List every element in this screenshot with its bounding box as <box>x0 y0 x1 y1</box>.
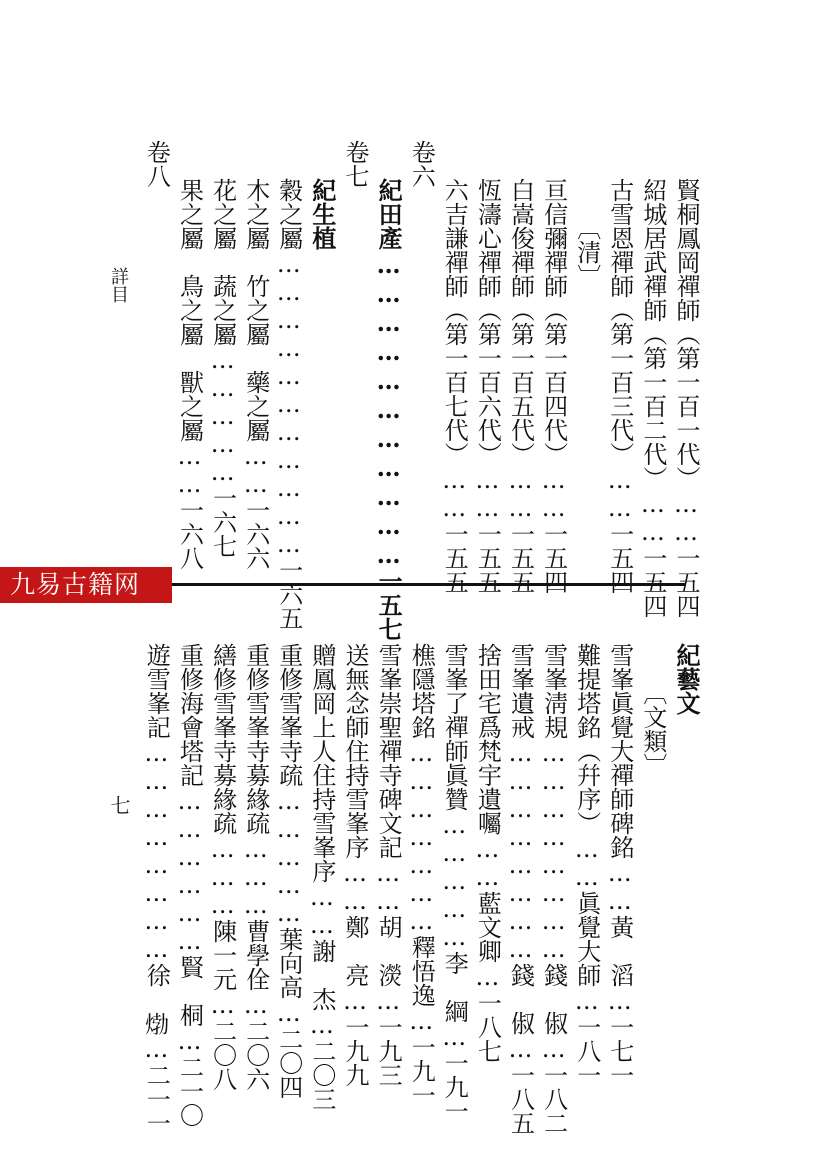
running-head: 詳目 <box>108 267 129 303</box>
toc-upper-entry: 古雪恩禪師（第一百三代）……一五四 <box>605 178 634 594</box>
watermark-banner: 九易古籍网 <box>0 567 172 603</box>
toc-lower-entry: 難提塔銘（幷序）……眞覺大師…一八一 <box>572 643 601 1087</box>
toc-upper-entry: 卷七 <box>341 140 369 188</box>
toc-lower-entry: 雪峯眞覺大禪師碑銘……黃 滔…一七一 <box>605 643 634 1087</box>
toc-upper-entry: 卷六 <box>407 140 436 188</box>
toc-lower-entry: 雪峯遺戒……………………錢 俶…一八五 <box>506 643 535 1135</box>
toc-lower-entry: 繕修雪峯寺募緣疏………陳一元…二〇八 <box>208 643 237 1091</box>
toc-lower-entry: 遊雪峯記……………………徐 𤊹…二一一 <box>142 643 171 1135</box>
toc-upper-entry: 木之屬 竹之屬 藥之屬……一六六 <box>241 178 270 570</box>
toc-upper-entry: 賢桐鳳岡禪師（第一百一代）……一五四 <box>672 178 700 618</box>
toc-upper-entry: 卷八 <box>142 140 171 188</box>
toc-upper-entry: 花之屬 蔬之屬……………一六七 <box>208 178 237 558</box>
toc-upper-entry: 紀田產……………………………一五七 <box>374 178 404 641</box>
toc-lower-entry: 雪峯了禪師眞贊……………李 綱…一九一 <box>440 643 469 1123</box>
page-number: 七 <box>107 795 131 815</box>
toc-lower-entry: 雪峯崇聖禪寺碑文記……胡 濙…一九三 <box>374 643 403 1087</box>
toc-lower-entry: 重修海會塔記………………賢 桐…二一〇 <box>175 643 204 1127</box>
toc-upper-entry: 亘信彌禪師（第一百四代）……一五四 <box>539 178 568 594</box>
toc-lower-entry: 樵隱塔銘…………………釋悟逸…一九一 <box>407 643 436 1107</box>
toc-upper-entry: 白嵩俊禪師（第一百五代）……一五五 <box>506 178 535 594</box>
toc-lower-entry: 捨田宅爲梵宇遺囑……藍文卿…一八七 <box>473 643 502 1063</box>
toc-upper-entry: 恆濤心禪師（第一百六代）……一五五 <box>473 178 502 594</box>
toc-upper-entry: 穀之屬……………………………一六五 <box>274 178 303 630</box>
toc-lower-entry: 重修雪峯寺疏……………葉向高…二〇四 <box>274 643 303 1099</box>
toc-lower-entry: 紀藝文 <box>672 643 701 715</box>
toc-lower-entry: 雪峯淸規……………………錢 俶…一八二 <box>539 643 568 1135</box>
toc-upper-entry: 〔清〕 <box>572 216 601 288</box>
toc-lower-entry: 送無念師住持雪峯序……鄭 亮…一九九 <box>341 643 369 1087</box>
toc-lower-entry: 〔文類〕 <box>638 681 667 777</box>
toc-upper-entry: 紀生植 <box>307 178 337 250</box>
toc-upper-entry: 果之屬 鳥之屬 獸之屬……一六八 <box>175 178 204 570</box>
toc-lower-entry: 贈鳳岡上人住持雪峯序……謝 杰…二〇三 <box>307 643 336 1111</box>
toc-lower-entry: 重修雪峯寺募緣疏………曹學佺…二〇六 <box>241 643 270 1091</box>
toc-upper-entry: 紹城居武禪師（第一百二代）……一五四 <box>638 178 667 618</box>
toc-upper-entry: 六吉謙禪師（第一百七代）……一五五 <box>440 178 469 594</box>
